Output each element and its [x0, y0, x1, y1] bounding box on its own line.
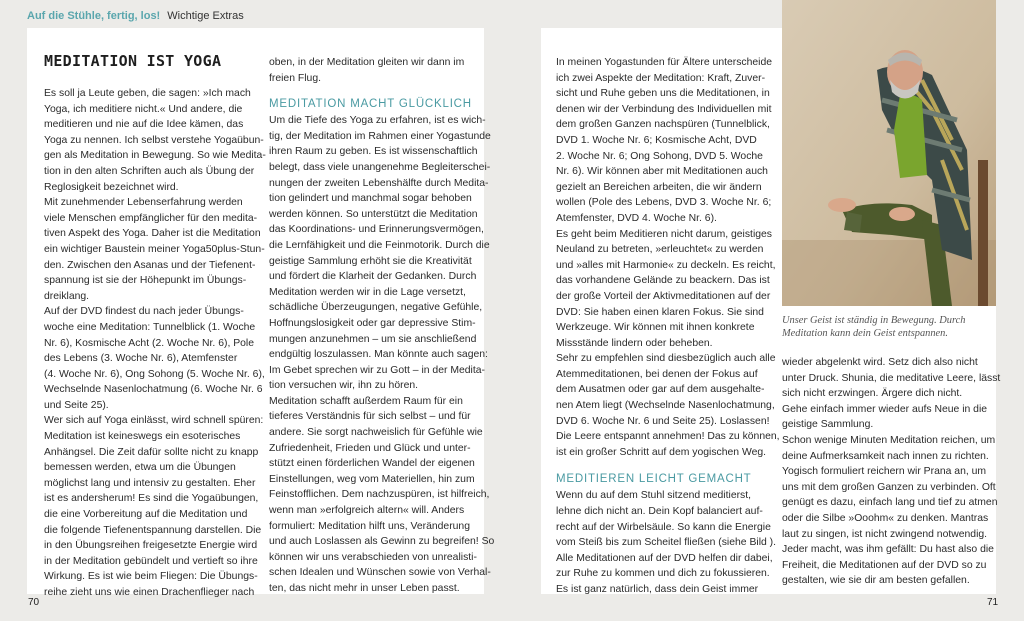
text-line: laut zu singen, ist nicht zwingend notwendig. — [782, 528, 988, 540]
right-col1-body-after — [556, 488, 780, 597]
text-line: DVD 1. Woche Nr. 6; Kosmische Acht, DVD — [556, 134, 757, 146]
text-line: das vorhandene Gelände zu beackern. Das ist — [556, 275, 770, 287]
left-column-2 — [269, 55, 494, 597]
text-line: wenn man »erfolgreich altern« will. Anders — [269, 505, 465, 517]
text-line: 2. Woche Nr. 6; Ong Sohong, DVD 5. Woche — [556, 150, 763, 162]
text-line: Yoga, ich meditiere nicht.« Und andere, die — [44, 103, 243, 115]
text-line: unter Druck. Shunia, die meditative Leere, lässt — [782, 372, 1001, 384]
text-line: tion gelindert und manchmal sogar behoben — [269, 193, 472, 205]
text-line: mungen anzunehmen – um sie anschließend — [269, 333, 477, 345]
text-line: Sehr zu empfehlen sind diesbezüglich auch alle — [556, 353, 776, 365]
page-number-left: 70 — [28, 597, 40, 608]
text-line: wollen (Pole des Lebens, DVD 3. Woche Nr. 6; — [556, 197, 772, 209]
text-line: Meditation kann dein Geist entspannen. — [782, 328, 948, 339]
subheading-meditieren-leicht-gemacht: MEDITIEREN LEICHT GEMACHT — [556, 473, 752, 486]
text-line: gen als Meditation in Bewegung. So wie Medita- — [44, 150, 266, 162]
text-line: Schon wenige Minuten Meditation reichen, um — [782, 434, 996, 446]
text-line: und auch Loslassen als Gewinn zu begreifen! So — [269, 536, 495, 548]
text-line: Meditation ist keineswegs ein esoterisches — [44, 431, 241, 443]
text-line: nen Atem liegt (Wechselnde Nasenlochatmung, — [556, 400, 775, 412]
text-line: Jeder macht, was ihm gefällt: Du hast also die — [782, 544, 994, 556]
right-column-2 — [782, 355, 1000, 589]
text-line: denen wir der Verbindung des Individuellen mit — [556, 103, 772, 115]
text-line: Anhängsel. Die Zeit dafür sollte nicht zu knapp — [44, 446, 259, 458]
text-line: Atemmeditationen, bei denen der Fokus auf — [556, 368, 758, 380]
text-line: den. Zwischen den Asanas und der Tiefenent- — [44, 259, 256, 271]
text-line: ihren Raum zu geben. Es ist wissenschaftlich — [269, 146, 478, 158]
text-line: Wechselnde Nasenlochatmung (6. Woche Nr. 6 — [44, 384, 263, 396]
text-line: Neuland zu betreten, »erleuchtet« zu werden — [556, 244, 764, 256]
text-line: oder die Silbe »Ooohm« zu denken. Mantras — [782, 512, 989, 524]
text-line: endgültig loszulassen. Man könnte auch sagen: — [269, 349, 488, 361]
text-line: DVD 6. Woche Nr. 6 und Seite 25). Loslassen! — [556, 415, 770, 427]
text-line: geistige Sammlung. — [782, 419, 874, 431]
text-line: des Lebens (3. Woche Nr. 6), Atemfenster — [44, 353, 238, 365]
text-line: Meditation werden wir in die Lage versetzt, — [269, 286, 466, 298]
text-line: und »alles mit Harmonie« zu deckeln. Es reicht, — [556, 259, 776, 271]
text-line: Nr. 6), Kosmische Acht (2. Woche Nr. 6), Pole — [44, 337, 255, 349]
text-line: oben, in der Meditation gleiten wir dann im — [269, 57, 465, 68]
text-line: In meinen Yogastunden für Ältere unterscheide — [556, 57, 773, 68]
article-title: MEDITATION IST YOGA — [44, 52, 222, 70]
text-line: ich zwei Aspekte der Meditation: Kraft, Zuver- — [556, 72, 766, 84]
text-line: Es geht beim Meditieren nicht darum, geistiges — [556, 228, 773, 240]
text-line: und Seite 25). — [44, 399, 109, 411]
text-line: zur Ruhe zu kommen und dich zu fokussieren. — [556, 568, 770, 580]
text-line: bemessen werden, etwa um die Übungen — [44, 462, 236, 474]
text-line: tion versuchen wir, ihn zu hören. — [269, 380, 419, 392]
text-line: Um die Tiefe des Yoga zu erfahren, ist es wich- — [269, 115, 486, 127]
text-line: die folgende Tiefenentspannung darstellen. Die — [44, 524, 262, 536]
text-line: tiven Aspekt des Yoga. Daher ist die Meditation — [44, 228, 261, 240]
text-line: schen Idealen und Wünschen sowie von Verhal- — [269, 567, 491, 579]
text-line: der große Vorteil der Aktivmeditationen auf der — [556, 290, 771, 302]
text-line: woche eine Meditation: Tunnelblick (1. Woche — [44, 321, 256, 333]
text-line: meditieren und nie auf die Idee kämen, das — [44, 119, 244, 131]
text-line: möglichst lang und intensiv zu gestalten. Eher — [44, 477, 256, 489]
text-line: Alle Meditationen auf der DVD helfen dir dabei, — [556, 552, 773, 564]
text-line: Die Leere entspannt annehmen! Das zu können, — [556, 431, 780, 443]
photo-caption — [782, 314, 996, 340]
text-line: schädliche Überzeugungen, negative Gefühle, — [269, 302, 483, 314]
text-line: in der Meditation gebündelt und vertieft so ihre — [44, 555, 258, 567]
right-col2-body — [782, 355, 1000, 589]
text-line: Einstellungen, weg vom Materiellen, hin zum — [269, 473, 475, 485]
text-line: Zufriedenheit, Frieden und Glück und unter- — [269, 442, 471, 454]
text-line: die Lernfähigkeit und die Feinmotorik. Durch die — [269, 239, 490, 251]
text-line: Hoffnungslosigkeit oder gar depressive Stim- — [269, 317, 476, 329]
text-line: recht auf der Wirbelsäule. So kann die Energie — [556, 521, 771, 533]
text-line: andere. Sie sorgt nachweislich für Gefühle wie — [269, 427, 483, 439]
text-line: Missstände lindern oder beheben. — [556, 337, 713, 349]
left-column-1 — [44, 52, 266, 601]
text-line: Yoga zu nennen. Ich selbst verstehe Yogaübun- — [44, 134, 264, 146]
text-line: Wirkung. Es ist wie beim Fliegen: Die Übungs- — [44, 571, 258, 583]
text-line: gestalten, wie sie dir am besten gefallen. — [782, 575, 970, 587]
text-line: Meditation schafft außerdem Raum für ein — [269, 395, 463, 407]
text-line: Mit zunehmender Lebenserfahrung werden — [44, 197, 243, 209]
text-line: Reglosigkeit bezeichnet wird. — [44, 181, 179, 193]
text-line: stützt einen förderlichen Wandel der eigenen — [269, 458, 475, 470]
text-line: vom Steiß bis zum Scheitel fließen (siehe Bild ). — [556, 537, 777, 549]
text-line: spannung ist sie der Höhepunkt im Übungs- — [44, 275, 247, 287]
left-col2-body — [269, 113, 494, 596]
right-column-1 — [556, 55, 780, 598]
text-line: deine Aufmerksamkeit nach innen zu richten. — [782, 450, 989, 462]
text-line: Freiheit, die Meditationen auf der DVD so zu — [782, 559, 987, 571]
text-line: Atemfenster, DVD 4. Woche Nr. 6). — [556, 212, 717, 224]
text-line: ten, das nicht mehr in unser Leben passt. — [269, 583, 460, 594]
text-line: werden können. So unterstützt die Meditation — [269, 208, 478, 220]
text-line: tig, der Meditation im Rahmen einer Yogastunde — [269, 130, 491, 142]
text-line: genügt es dazu, einfach lang und tief zu atmen — [782, 497, 998, 509]
text-line: wieder abgelenkt wird. Setz dich also nicht — [782, 357, 978, 368]
header-section: Auf die Stühle, fertig, los! — [27, 10, 161, 22]
meditation-photo — [782, 0, 996, 306]
text-line: DVD: Sie haben einen klaren Fokus. Sie sind — [556, 306, 764, 318]
text-line: viele Menschen empfänglicher für den medita- — [44, 212, 258, 224]
text-line: ist ein großer Schritt auf dem yogischen Weg. — [556, 446, 767, 458]
text-line: Gehe einfach immer wieder aufs Neue in die — [782, 403, 988, 415]
text-line: Es soll ja Leute geben, die sagen: »Ich mach — [44, 88, 251, 99]
text-line: Es ist ganz natürlich, dass dein Geist immer — [556, 584, 759, 595]
text-line: reihe zieht uns wie einen Drachenflieger nach — [44, 587, 255, 598]
text-line: sich nicht erzwingen. Ärgere dich nicht. — [782, 388, 963, 400]
running-header — [27, 10, 244, 22]
text-line: dem großen Ganzen nachspüren (Tunnelblick, — [556, 119, 770, 131]
text-line: tion in den alten Schriften auch als Übung der — [44, 165, 255, 177]
right-col1-body — [556, 55, 780, 460]
text-line: gezielt an Bereichen arbeiten, die wir ändern — [556, 181, 762, 193]
left-col2-intro — [269, 55, 494, 86]
left-col1-body — [44, 86, 266, 601]
text-line: dem Ausatmen oder gar auf dem ausgehalte- — [556, 384, 765, 396]
text-line: sicht und Ruhe geben uns die Meditationen, in — [556, 88, 770, 100]
text-line: Nr. 6). Wir können aber mit Meditationen auch — [556, 166, 768, 178]
text-line: belegt, dass viele unangenehme Begleiterschei- — [269, 161, 491, 173]
text-line: Unser Geist ist ständig in Bewegung. Durch — [782, 315, 966, 326]
subheading-meditation-macht-gluecklich: MEDITATION MACHT GLÜCKLICH — [269, 98, 472, 111]
text-line: formuliert: Meditation hilft uns, Veränderung — [269, 520, 470, 532]
text-line: Werkzeuge. Wir können mit ihnen konkrete — [556, 322, 755, 334]
text-line: in den Übungsreihen freigesetzte Energie wird — [44, 540, 258, 552]
text-line: uns mit dem großen Ganzen zu verbinden. Oft — [782, 481, 996, 493]
text-line: dreiklang. — [44, 290, 90, 302]
text-line: Wer sich auf Yoga einlässt, wird schnell spüren: — [44, 415, 264, 427]
text-line: (4. Woche Nr. 6), Ong Sohong (5. Woche Nr. 6), — [44, 368, 265, 380]
text-line: ein wichtiger Baustein meiner Yoga50plus-Stun- — [44, 243, 265, 255]
text-line: das Koordinations- und Erinnerungsvermögen, — [269, 224, 484, 236]
text-line: ist es andersherum! Es sind die Yogaübungen, — [44, 493, 259, 505]
text-line: geistige Sammlung erhöht sie die Kreativität — [269, 255, 472, 267]
text-line: Wenn du auf dem Stuhl sitzend meditierst, — [556, 490, 752, 502]
text-line: Auf der DVD findest du nach jeder Übungs- — [44, 306, 244, 318]
text-line: nungen der zweiten Lebenshälfte durch Medita- — [269, 177, 489, 189]
text-line: und fördert die Klarheit der Gedanken. Durch — [269, 271, 477, 283]
text-line: lehne dich nicht an. Dein Kopf balanciert auf- — [556, 506, 763, 518]
text-line: Im Gebet sprechen wir zu Gott – in der Medita- — [269, 364, 485, 376]
header-subsection: Wichtige Extras — [167, 10, 244, 22]
page-number-right: 71 — [987, 597, 999, 608]
text-line: Feinstofflichen. Dem nachzuspüren, ist hilfreich, — [269, 489, 490, 501]
text-line: Yogisch formuliert reichern wir Prana an, um — [782, 466, 987, 478]
text-line: tieferes Verständnis für sich selbst – und für — [269, 411, 471, 423]
text-line: die eine Vorbereitung auf die Meditation und — [44, 509, 248, 521]
text-line: können wir uns verabschieden von unrealisti- — [269, 551, 477, 563]
text-line: freien Flug. — [269, 72, 321, 84]
